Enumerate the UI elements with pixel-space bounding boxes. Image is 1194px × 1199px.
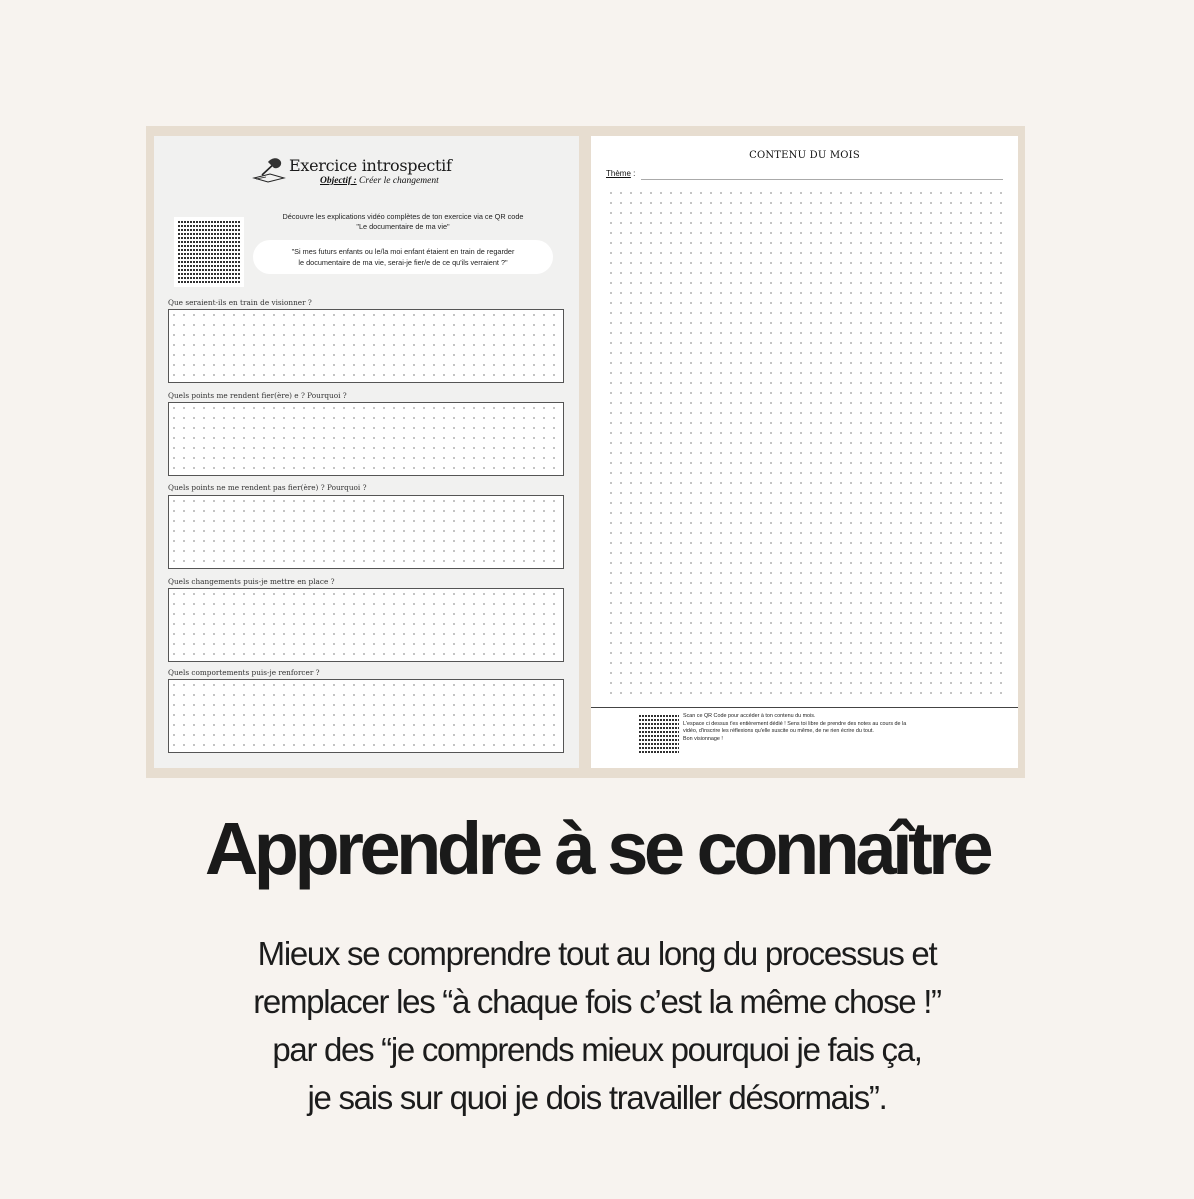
- intro-text: [248, 212, 558, 232]
- dot-grid-notes[interactable]: [606, 188, 1003, 700]
- exercise-objective: [320, 176, 439, 186]
- body-line: par des “je comprends mieux pourquoi je fais ça,: [272, 1031, 922, 1068]
- theme-label: [606, 169, 635, 178]
- objective-text: Créer le changement: [359, 176, 439, 186]
- body-line: remplacer les “à chaque fois c’est la même chose !”: [253, 983, 941, 1020]
- footer-line: vidéo, d'inscrire les réflexions qu'elle suscite ou même, de ne rien écrire du tout.: [683, 728, 874, 735]
- qr-code-monthly: [637, 711, 681, 755]
- footer-line: Scan ce QR Code pour accéder à ton contenu du mois.: [683, 713, 816, 719]
- theme-label-text: Thème: [606, 169, 631, 178]
- answer-box[interactable]: [168, 309, 564, 383]
- notebook-mockup: [146, 126, 1025, 778]
- quote-line: le documentaire de ma vie, serai-je fier/e de ce qu'ils verraient ?": [298, 258, 508, 267]
- theme-line[interactable]: [641, 179, 1003, 180]
- question-label: Quels comportements puis-je renforcer ?: [168, 668, 320, 677]
- question-label: Quels points me rendent fier(ère) e ? Pourquoi ?: [168, 391, 347, 400]
- body-line: Mieux se comprendre tout au long du processus et: [257, 935, 937, 972]
- answer-box[interactable]: [168, 679, 564, 753]
- intro-line: Découvre les explications vidéo complètes de ton exercice via ce QR code: [282, 212, 524, 221]
- theme-colon: :: [630, 169, 636, 178]
- headline: Apprendre à se connaître: [204, 807, 990, 890]
- right-page: [591, 136, 1018, 768]
- intro-line: "Le documentaire de ma vie": [356, 222, 450, 231]
- answer-box[interactable]: [168, 495, 564, 569]
- answer-box[interactable]: [168, 402, 564, 476]
- body-text: [0, 930, 1194, 1122]
- qr-code-video: [174, 217, 244, 287]
- writing-hand-icon: [252, 154, 286, 184]
- question-label: Quels changements puis-je mettre en place ?: [168, 577, 335, 586]
- quote-bubble: [253, 240, 553, 274]
- exercise-title: Exercice introspectif: [289, 156, 452, 175]
- quote-line: "Si mes futurs enfants ou le/la moi enfant étaient en train de regarder: [291, 247, 515, 256]
- question-label: Que seraient-ils en train de visionner ?: [168, 298, 312, 307]
- footer-text: [683, 713, 998, 743]
- question-label: Quels points ne me rendent pas fier(ère) ? Pourquoi ?: [168, 483, 367, 492]
- exercise-header: [252, 152, 472, 188]
- body-line: je sais sur quoi je dois travailler désormais”.: [307, 1079, 887, 1116]
- footer-line: L'espace ci dessus t'es entièrement dédié ! Sens toi libre de prendre des notes au cours de la: [683, 720, 907, 727]
- answer-box[interactable]: [168, 588, 564, 662]
- objective-label: Objectif :: [320, 176, 357, 186]
- footer-divider: [591, 707, 1018, 708]
- left-page: [154, 136, 579, 768]
- monthly-content-title: CONTENU DU MOIS: [749, 150, 860, 161]
- footer-line: Bon visionnage !: [683, 735, 723, 742]
